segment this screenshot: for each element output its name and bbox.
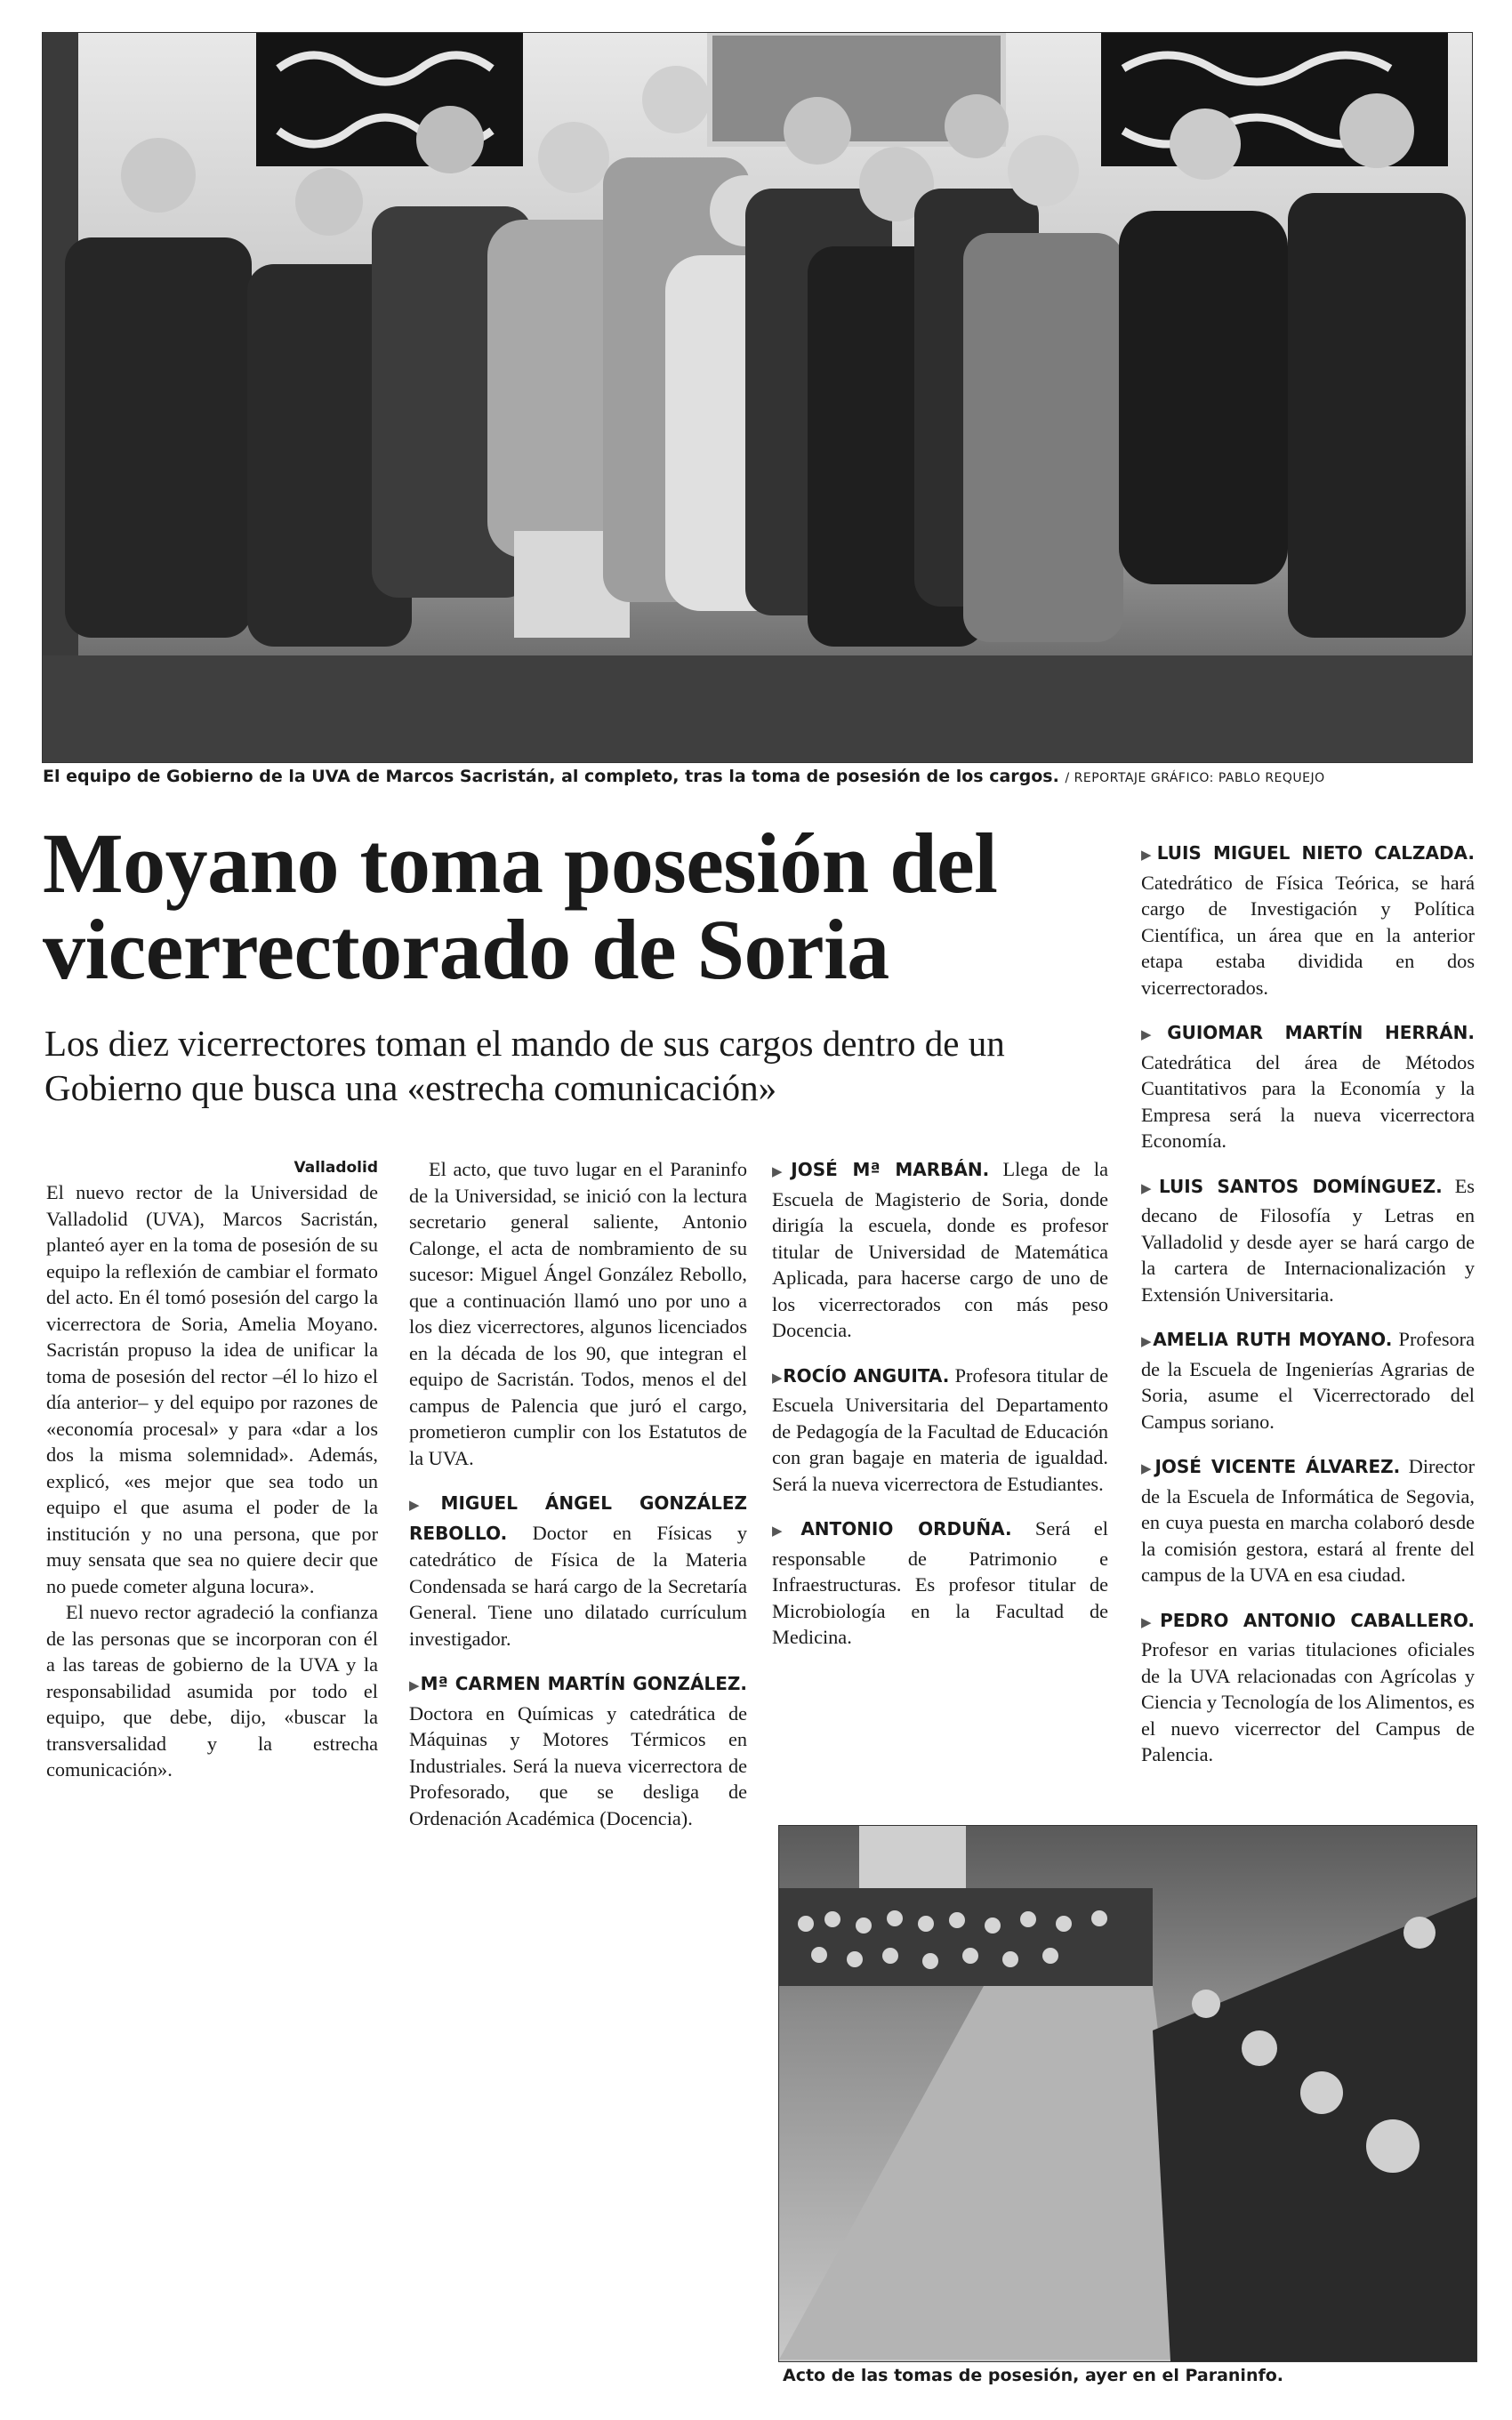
article-paragraph: El nuevo rector de la Universidad de Valladolid (UVA), Marcos Sacristán, planteó ayer en la toma de posesión de su equipo la reflexión de cambiar el formato del acto. En él tomó posesión del cargo la vicerrectora de Soria, Amelia Moyano. Sacristán propuso la idea de unificar la toma de posesión del rector –él lo hizo el día anterior– y del equipo por razones de «economía procesal» y para «dar a los dos la misma solemnidad». Además, explicó, «es mejor que sea todo un equipo el que asuma el poder de la institución y no una persona, que por muy sensata que sea no quiere decir que no puede cometer alguna locura». bbox=[46, 1181, 378, 1597]
bullet-triangle-icon: ▶ bbox=[409, 1499, 441, 1513]
vicerrector-description: Catedrático de Física Teórica, se hará cargo de Investigación y Política Científica, un área que en la anterior etapa estaba dividida en dos vicerrectorados. bbox=[1141, 871, 1475, 999]
bullet-triangle-icon: ▶ bbox=[1141, 1028, 1168, 1042]
vicerrector-name: JOSÉ VICENTE ÁLVAREZ. bbox=[1154, 1456, 1401, 1477]
vicerrector-entry bbox=[1141, 840, 1475, 1001]
vicerrector-description: Es decano de Filosofía y Letras en Valladolid y desde ayer se hará cargo de la cartera de Internacionalización y Extensión Universitaria. bbox=[1141, 1174, 1475, 1306]
vicerrector-entry bbox=[409, 1670, 747, 1831]
vicerrector-entry bbox=[1141, 1326, 1475, 1435]
article-column-4 bbox=[1141, 840, 1475, 1768]
auditorium-photo-caption: Acto de las tomas de posesión, ayer en el Paraninfo. bbox=[783, 2366, 1284, 2385]
vicerrector-description: Doctora en Químicas y catedrática de Máquinas y Motores Térmicos en Industriales. Será la nueva vicerrectora de Profesorado, que se desliga de Ordenación Académica (Docencia). bbox=[409, 1701, 747, 1829]
vicerrector-description: Será el responsable de Patrimonio e Infraestructuras. Es profesor titular de Microbiología en la Facultad de Medicina. bbox=[772, 1517, 1108, 1648]
vicerrector-entry bbox=[772, 1363, 1108, 1498]
vicerrector-name: ANTONIO ORDUÑA. bbox=[800, 1518, 1012, 1540]
team-photo bbox=[42, 32, 1473, 763]
vicerrector-entry bbox=[772, 1156, 1108, 1344]
vicerrector-description: Profesora de la Escuela de Ingenierías Agrarias de Soria, asume el Vicerrectorado del Campus soriano. bbox=[1141, 1328, 1475, 1433]
vicerrector-description: Llega de la Escuela de Magisterio de Soria, donde dirigía la escuela, donde es profesor titular de Universidad de Matemática Aplicada, para hacerse cargo de uno de los vicerrectorados con más peso Docencia. bbox=[772, 1158, 1108, 1341]
vicerrector-description: Director de la Escuela de Informática de Segovia, en cuya puesta en marcha colaboró desde la comisión gestora, estará al frente del campus de la UVA en esa ciudad. bbox=[1141, 1455, 1476, 1586]
vicerrector-name: ROCÍO ANGUITA. bbox=[783, 1364, 950, 1387]
bullet-triangle-icon: ▶ bbox=[772, 1524, 801, 1539]
vicerrector-name: Mª CARMEN MARTÍN GONZÁLEZ. bbox=[420, 1673, 747, 1694]
photo-credit: / REPORTAJE GRÁFICO: PABLO REQUEJO bbox=[1065, 771, 1325, 785]
vicerrector-name: LUIS MIGUEL NIETO CALZADA. bbox=[1156, 842, 1475, 864]
vicerrector-name: AMELIA RUTH MOYANO. bbox=[1153, 1329, 1393, 1350]
bullet-triangle-icon: ▶ bbox=[409, 1679, 421, 1693]
bullet-triangle-icon: ▶ bbox=[1141, 848, 1157, 863]
headline: Moyano toma posesión del vicerrectorado de Soria bbox=[43, 816, 998, 997]
bullet-triangle-icon: ▶ bbox=[772, 1165, 792, 1179]
article-column-2 bbox=[409, 1156, 747, 1831]
vicerrector-description: Doctor en Físicas y catedrático de Física de la Materia Condensada se hará cargo de la Secretaría General. Tiene uno dilatado currículum investigador. bbox=[409, 1521, 747, 1650]
auditorium-photo bbox=[778, 1825, 1477, 2362]
article-column-3 bbox=[772, 1156, 1108, 1651]
bullet-triangle-icon: ▶ bbox=[1141, 1462, 1155, 1476]
photo-caption-text: El equipo de Gobierno de la UVA de Marcos Sacristán, al completo, tras la toma de posesión de los cargos. bbox=[43, 767, 1059, 786]
dateline: Valladolid bbox=[294, 1159, 378, 1177]
vicerrector-entry bbox=[409, 1490, 747, 1652]
bullet-triangle-icon: ▶ bbox=[1141, 1181, 1159, 1196]
article-column-1 bbox=[46, 1156, 378, 1783]
vicerrector-entry bbox=[772, 1516, 1108, 1651]
vicerrector-entry bbox=[1141, 1019, 1475, 1154]
vicerrector-description: Catedrática del área de Métodos Cuantitativos para la Economía y la Empresa será la nueva vicerrectora Economía. bbox=[1141, 1050, 1475, 1152]
vicerrector-name: LUIS SANTOS DOMÍNGUEZ. bbox=[1158, 1175, 1443, 1197]
vicerrector-name: JOSÉ Mª MARBÁN. bbox=[791, 1159, 990, 1180]
vicerrector-description: Profesor en varias titulaciones oficiales de la UVA relacionadas con Agrícolas y Ciencia y Tecnología de los Alimentos, es el nuevo vicerrector del Campus de Palencia. bbox=[1141, 1638, 1475, 1765]
bullet-triangle-icon: ▶ bbox=[772, 1371, 784, 1386]
vicerrector-description: Profesora titular de Escuela Universitaria del Departamento de Pedagogía de la Facultad de Educación con gran bagaje en materia de igualdad. Será la nueva vicerrectora de Estudiantes. bbox=[772, 1363, 1108, 1495]
bullet-triangle-icon: ▶ bbox=[1141, 1335, 1154, 1349]
article-paragraph: El nuevo rector agradeció la confianza de las personas que se incorporan con él a las tareas de gobierno de la UVA y la responsabilidad asumida por todo el equipo, que debe, dijo, «buscar la transversalidad y la estrecha comunicación». bbox=[46, 1601, 378, 1781]
bullet-triangle-icon: ▶ bbox=[1141, 1615, 1161, 1630]
vicerrector-entry bbox=[1141, 1173, 1475, 1308]
vicerrector-entry bbox=[1141, 1453, 1475, 1588]
subheadline: Los diez vicerrectores toman el mando de sus cargos dentro de un Gobierno que busca una «estrecha comunicación» bbox=[44, 1023, 1005, 1108]
vicerrector-entry bbox=[1141, 1607, 1475, 1768]
vicerrector-name: PEDRO ANTONIO CABALLERO. bbox=[1160, 1609, 1475, 1631]
article-paragraph: El acto, que tuvo lugar en el Paraninfo de la Universidad, se inició con la lectura secretario general saliente, Antonio Calonge, el acta de nombramiento de su sucesor: Miguel Ángel González Rebollo, que a continuación llamó uno por uno a los diez vicerrectores, algunos licenciados en la década de los 90, que integran el equipo de Sacristán. Todos, menos el del campus de Palencia que juró el cargo, prometieron cumplir con los Estatutos de la UVA. bbox=[409, 1158, 747, 1469]
vicerrector-name: GUIOMAR MARTÍN HERRÁN. bbox=[1167, 1022, 1475, 1043]
vicerrector-name: MIGUEL ÁNGEL GONZÁLEZ REBOLLO. bbox=[409, 1492, 747, 1544]
photo-caption bbox=[43, 767, 1475, 786]
